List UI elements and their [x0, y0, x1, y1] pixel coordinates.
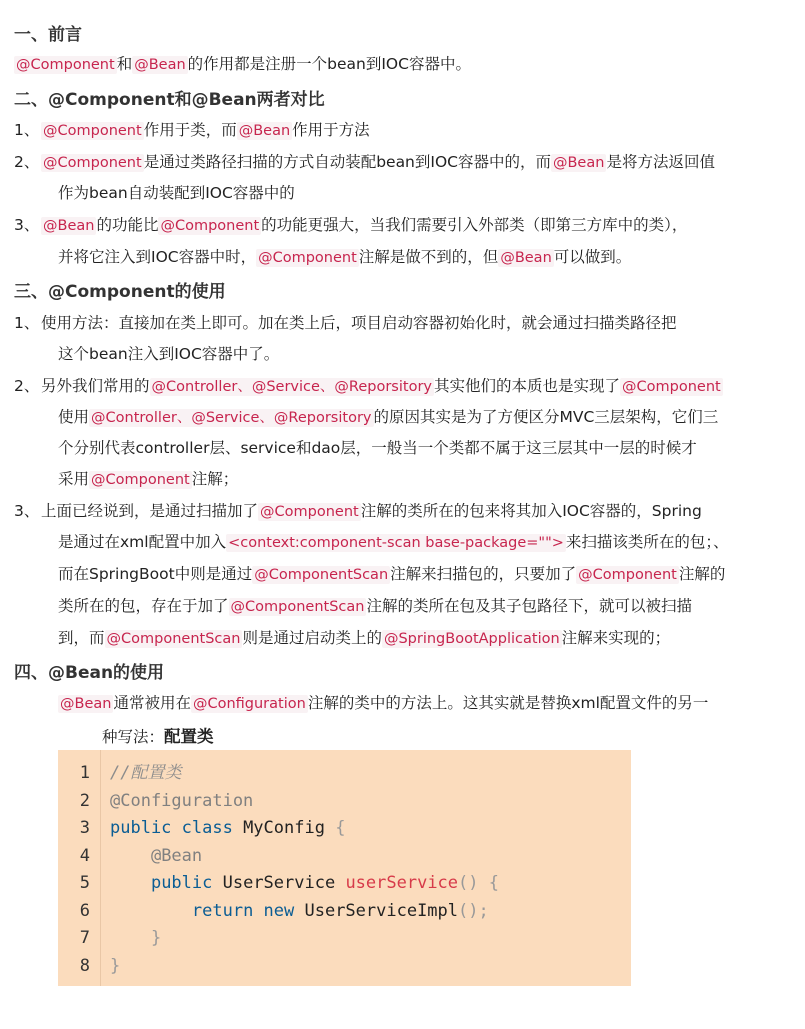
- usage-item-1-cont: 这个bean注入到IOC容器中了。: [58, 345, 280, 363]
- usage-item-2-cont-1: 使用 @Controller、@Service、@Reporsitory 的原因其实是为了方便区分MVC三层架构，它们三: [58, 408, 719, 426]
- usage-item-3-cont-4: 到，而 @ComponentScan 则是通过启动类上的 @SpringBootApplication 注解来实现的；: [58, 629, 671, 647]
- heading-bean-usage: 四、@Bean的使用: [14, 663, 165, 683]
- usage-item-2-cont-2: 个分别代表controller层、service和dao层，一般当一个类都不属于这三层其中一层的时候才: [58, 439, 697, 457]
- tag-component: @Component: [16, 57, 115, 73]
- line-number: 7: [79, 928, 90, 948]
- usage-item-2: 2、 另外我们常用的 @Controller、@Service、@Reporsitory 其实他们的本质也是实现了 @Component: [14, 377, 721, 395]
- heading-preface: 一、前言: [14, 25, 82, 45]
- code-line: @Configuration: [110, 790, 254, 811]
- code-body: [110, 760, 499, 980]
- usage-item-2-cont-3: 采用 @Component 注解；: [58, 470, 239, 488]
- line-number: 2: [79, 790, 90, 811]
- usage-item-3-cont-1: 是通过在xml配置中加入 <context:component-scan base-package=""> 来扫描该类所在的包；、: [58, 533, 729, 551]
- code-line: }: [110, 955, 121, 976]
- comparison-item-2-cont: 作为bean自动装配到IOC容器中的: [58, 184, 295, 202]
- comparison-item-3-cont: 并将它注入到IOC容器中时， @Component 注解是做不到的，但 @Bean 可以做到。: [58, 248, 632, 266]
- line-number: 8: [79, 955, 90, 976]
- code-line: return new UserServiceImpl();: [191, 900, 489, 921]
- comparison-item-1: 1、 @Component 作用于类，而 @Bean 作用于方法: [14, 121, 370, 139]
- line-number: 4: [79, 845, 90, 866]
- line-number: 3: [79, 818, 90, 838]
- code-line: @Bean: [150, 845, 203, 866]
- bean-usage-paragraph: @Bean 通常被用在 @Configuration 注解的类中的方法上。这其实就是替换xml配置文件的另一: [60, 694, 709, 712]
- code-block: [58, 750, 631, 986]
- code-line: public UserService userService() {: [150, 873, 499, 893]
- usage-item-3-cont-2: 而在SpringBoot中则是通过 @ComponentScan 注解来扫描包的，只要加了 @Component 注解的: [58, 565, 726, 583]
- heading-component-usage: 三、@Component的使用: [14, 282, 226, 302]
- comparison-item-2: 2、 @Component 是通过类路径扫描的方式自动装配bean到IOC容器中的，而 @Bean 是将方法返回值: [14, 153, 715, 171]
- code-line: public class MyConfig {: [110, 818, 346, 838]
- tag-bean: @Bean: [134, 57, 186, 73]
- heading-comparison: 二、@Component和@Bean两者对比: [14, 90, 325, 110]
- code-line: }: [150, 928, 162, 948]
- config-class-strong: 配置类: [164, 727, 214, 746]
- intro-paragraph: @Component 和 @Bean 的作用都是注册一个bean到IOC容器中。: [16, 55, 471, 73]
- usage-item-1: 1、 使用方法：直接加在类上即可。加在类上后，项目启动容器初始化时，就会通过扫描类路径把: [14, 314, 677, 332]
- line-number: 6: [79, 900, 90, 921]
- comparison-item-3: 3、 @Bean 的功能比 @Component 的功能更强大，当我们需要引入外部类（即第三方库中的类），: [14, 216, 688, 234]
- line-number-gutter: [58, 760, 100, 980]
- usage-item-3: 3、 上面已经说到，是通过扫描加了 @Component 注解的类所在的包来将其加入IOC容器的，Spring: [14, 502, 702, 520]
- usage-item-3-cont-3: 类所在的包，存在于加了 @ComponentScan 注解的类所在包及其子包路径下，就可以被扫描: [58, 597, 692, 615]
- line-number: 5: [79, 873, 90, 893]
- line-number: 1: [79, 763, 90, 783]
- code-line: //配置类: [110, 763, 182, 783]
- gutter-divider: [100, 750, 101, 986]
- bean-usage-paragraph-cont: 种写法：配置类: [102, 727, 214, 746]
